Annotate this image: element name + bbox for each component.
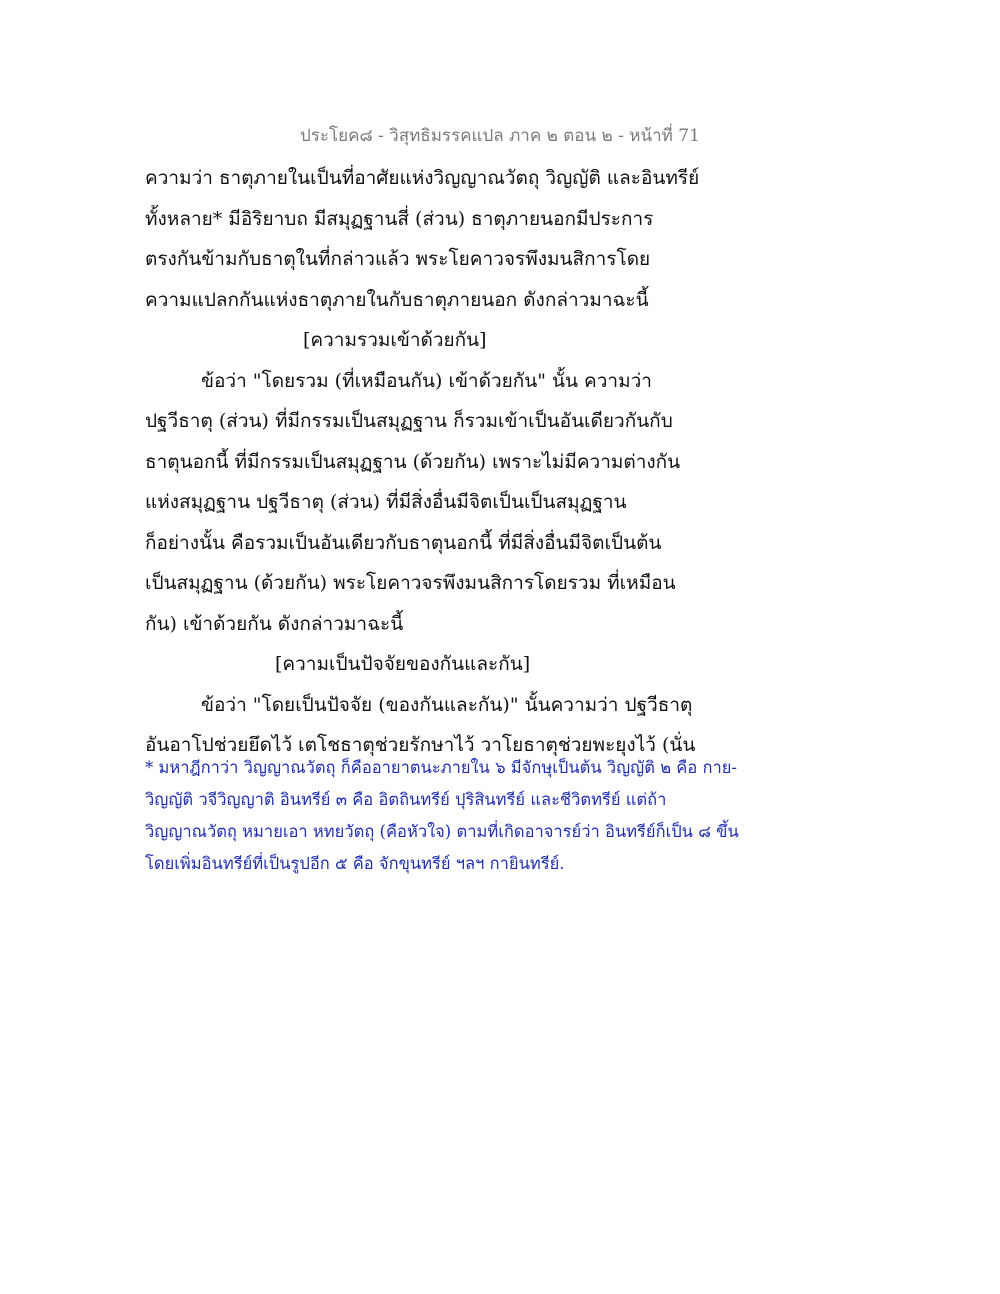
section-heading: [ความเป็นปัจจัยของกันและกัน] — [275, 653, 531, 675]
footnote — [145, 752, 745, 880]
text-line: ทั้งหลาย* มีอิริยาบถ มีสมุฏฐานสี่ (ส่วน) ธาตุภายนอกมีประการ — [145, 207, 654, 230]
main-text — [145, 158, 705, 766]
text-line: ข้อว่า "โดยเป็นปัจจัย (ของกันและกัน)" นั้นความว่า ปฐวีธาตุ — [201, 693, 693, 716]
running-header: ประโยค๘ - วิสุทธิมรรคแปล ภาค ๒ ตอน ๒ - หน้าที่ 71 — [300, 126, 700, 146]
section-heading: [ความรวมเข้าด้วยกัน] — [303, 329, 487, 351]
text-line: ก็อย่างนั้น คือรวมเป็นอันเดียวกับธาตุนอกนี้ ที่มีสิ่งอื่นมีจิตเป็นต้น — [145, 531, 662, 554]
text-line: ข้อว่า "โดยรวม (ที่เหมือนกัน) เข้าด้วยกัน" นั้น ความว่า — [201, 369, 652, 392]
text-line: อันอาโปช่วยยึดไว้ เตโชธาตุช่วยรักษาไว้ วาโยธาตุช่วยพะยุงไว้ (นั่น — [145, 734, 696, 756]
text-line: ปฐวีธาตุ (ส่วน) ที่มีกรรมเป็นสมุฏฐาน ก็รวมเข้าเป็นอันเดียวกันกับ — [145, 410, 673, 432]
text-line: ธาตุนอกนี้ ที่มีกรรมเป็นสมุฏฐาน (ด้วยกัน) เพราะไม่มีความต่างกัน — [145, 450, 681, 473]
footnote-line: วิญญาณวัตถุ หมายเอา หทยวัตถุ (คือหัวใจ) ตามที่เกิดอาจารย์ว่า อินทรีย์ก็เป็น ๘ ขึ้น — [145, 822, 739, 841]
text-line: กัน) เข้าด้วยกัน ดังกล่าวมาฉะนี้ — [145, 612, 404, 635]
text-line: ความแปลกกันแห่งธาตุภายในกับธาตุภายนอก ดังกล่าวมาฉะนี้ — [145, 288, 649, 311]
text-line: ความว่า ธาตุภายในเป็นที่อาศัยแห่งวิญญาณวัตถุ วิญญัติ และอินทรีย์ — [145, 167, 700, 189]
text-line: แห่งสมุฏฐาน ปฐวีธาตุ (ส่วน) ที่มีสิ่งอื่นมีจิตเป็นเป็นสมุฏฐาน — [145, 491, 627, 513]
footnote-line: วิญญัติ วจีวิญญาติ อินทรีย์ ๓ คือ อิตถินทรีย์ ปุริสินทรีย์ และชีวิตทรีย์ แต่ถ้า — [145, 790, 667, 809]
text-line: ตรงกันข้ามกับธาตุในที่กล่าวแล้ว พระโยคาวจรพึงมนสิการโดย — [145, 248, 651, 270]
footnote-line: * มหาฎีกาว่า วิญญาณวัตถุ ก็คืออายาตนะภายใน ๖ มีจักษุเป็นต้น วิญญัติ ๒ คือ กาย- — [145, 758, 738, 777]
footnote-line: โดยเพิ่มอินทรีย์ที่เป็นรูปอีก ๕ คือ จักขุนทรีย์ ฯลฯ กายินทรีย์. — [145, 854, 565, 873]
text-line: เป็นสมุฏฐาน (ด้วยกัน) พระโยคาวจรพึงมนสิการโดยรวม ที่เหมือน — [145, 572, 676, 594]
